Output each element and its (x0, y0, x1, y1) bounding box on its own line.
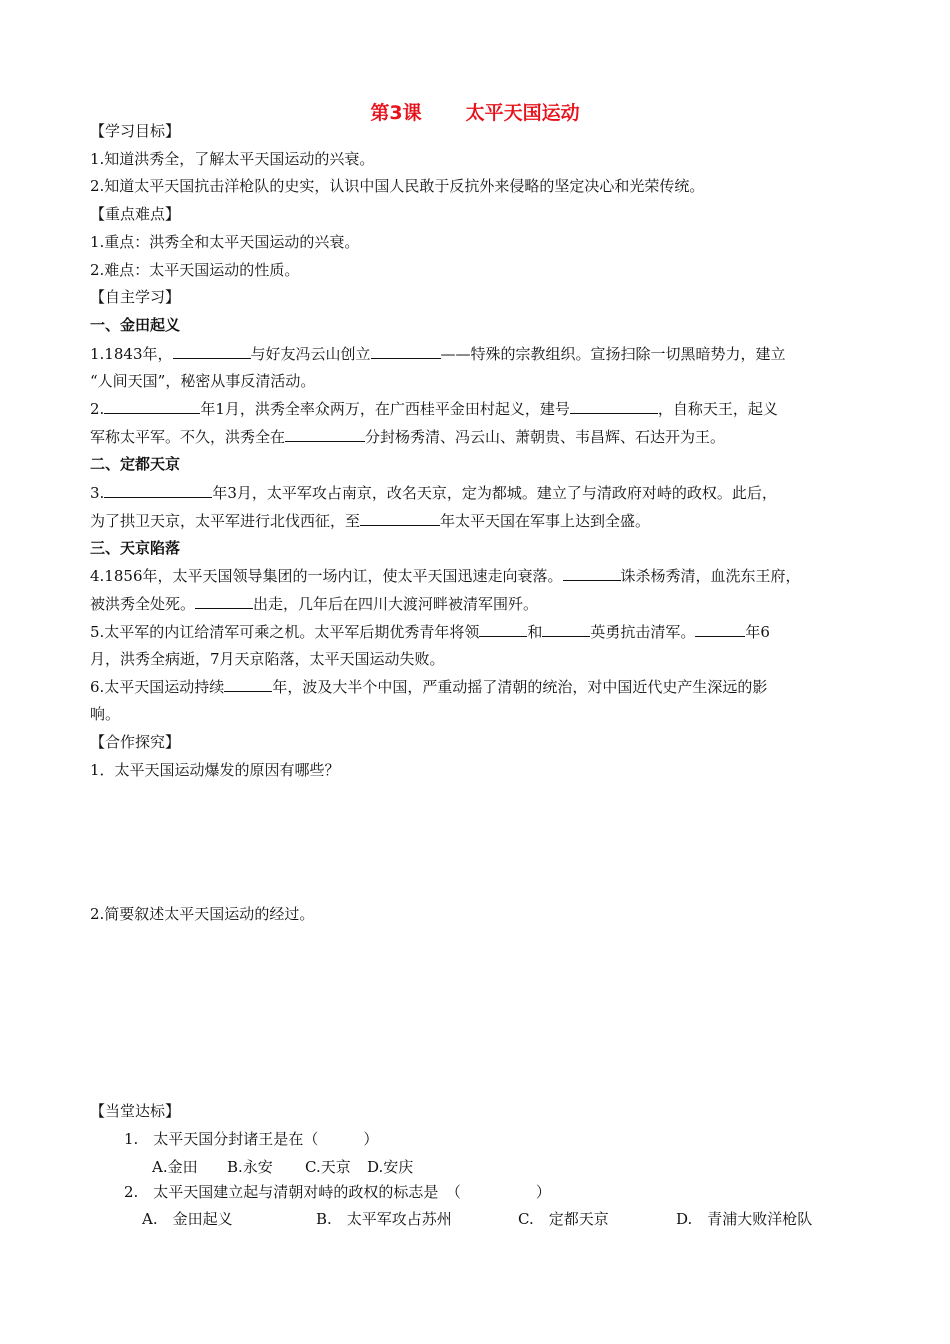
goal-1: 1.知道洪秀全，了解太平天国运动的兴衰。 (90, 150, 375, 168)
q5-line2: 月，洪秀全病逝，7月天京陷落，太平天国运动失败。 (90, 650, 445, 668)
option-c[interactable]: C. 定都天京 (518, 1210, 609, 1228)
fill-blank[interactable] (224, 676, 272, 692)
fill-blank[interactable] (285, 426, 365, 442)
q4-line1: 4.1856年，太平天国领导集团的一场内讧，使太平天国迅速走向衰落。 诛杀杨秀清，血洗东王府， (90, 567, 801, 585)
coop-q2: 2.简要叙述太平天国运动的经过。 (90, 905, 315, 923)
option-b[interactable]: B.永安 (227, 1158, 273, 1176)
q3-line1: 3. 年3月，太平军攻占南京，改名天京，定为都城。建立了与清政府对峙的政权。此后， (90, 484, 777, 502)
mc2-options (142, 1209, 812, 1229)
mc2-stem: 2. 太平天国建立起与清朝对峙的政权的标志是 （ ） (124, 1183, 551, 1201)
coop-q1: 1．太平天国运动爆发的原因有哪些？ (90, 761, 340, 779)
key-1: 1.重点：洪秀全和太平天国运动的兴衰。 (90, 233, 360, 251)
fill-blank[interactable] (563, 565, 621, 581)
q4-line2: 被洪秀全处死。 出走，几年后在四川大渡河畔被清军围歼。 (90, 595, 539, 613)
fill-blank[interactable] (104, 398, 200, 414)
q1-line2: “人间天国”，秘密从事反清活动。 (90, 372, 316, 390)
fill-blank[interactable] (371, 343, 441, 359)
fill-blank[interactable] (104, 482, 212, 498)
option-b[interactable]: B. 太平军攻占苏州 (316, 1210, 452, 1228)
option-a[interactable]: A. 金田起义 (142, 1210, 233, 1228)
option-d[interactable]: D.安庆 (367, 1158, 414, 1176)
section-coop: 【合作探究】 (90, 733, 181, 751)
subheading-2: 二、定都天京 (90, 455, 181, 473)
fill-blank[interactable] (695, 621, 745, 637)
section-class: 【当堂达标】 (90, 1102, 181, 1120)
section-self: 【自主学习】 (90, 288, 181, 306)
fill-blank[interactable] (173, 343, 251, 359)
option-a[interactable]: A.金田 (152, 1158, 198, 1176)
goal-2: 2.知道太平天国抗击洋枪队的史实，认识中国人民敢于反抗外来侵略的坚定决心和光荣传统。 (90, 177, 705, 195)
q6-line2: 响。 (90, 705, 121, 723)
q2-line1: 2. 年1月，洪秀全率众两万，在广西桂平金田村起义，建号 ，自称天王，起义 (90, 400, 778, 418)
option-d[interactable]: D. 青浦大败洋枪队 (676, 1210, 813, 1228)
subheading-3: 三、天京陷落 (90, 539, 181, 557)
fill-blank[interactable] (542, 621, 590, 637)
q1-line1: 1.1843年， 与好友冯云山创立 ——特殊的宗教组织。宣扬扫除一切黑暗势力，建立 (90, 345, 786, 363)
fill-blank[interactable] (570, 398, 658, 414)
page-title: 第3课 太平天国运动 (370, 102, 580, 124)
q6-line1: 6.太平天国运动持续 年，波及大半个中国，严重动摇了清朝的统治，对中国近代史产生深远的影 (90, 678, 768, 696)
mc1-options (152, 1157, 413, 1177)
q5-line1: 5.太平军的内讧给清军可乘之机。太平军后期优秀青年将领 和 英勇抗击清军。 年6 (90, 623, 770, 641)
subheading-1: 一、金田起义 (90, 316, 181, 334)
section-goals: 【学习目标】 (90, 122, 181, 140)
fill-blank[interactable] (479, 621, 527, 637)
key-2: 2.难点：太平天国运动的性质。 (90, 261, 300, 279)
q2-line2: 军称太平军。不久，洪秀全在 分封杨秀清、冯云山、萧朝贵、韦昌辉、石达开为王。 (90, 428, 726, 446)
fill-blank[interactable] (195, 593, 253, 609)
fill-blank[interactable] (360, 510, 440, 526)
mc1-stem: 1. 太平天国分封诸王是在（ ） (124, 1130, 379, 1148)
option-c[interactable]: C.天京 (305, 1158, 351, 1176)
section-key: 【重点难点】 (90, 205, 181, 223)
q3-line2: 为了拱卫天京，太平军进行北伐西征，至 年太平天国在军事上达到全盛。 (90, 512, 651, 530)
